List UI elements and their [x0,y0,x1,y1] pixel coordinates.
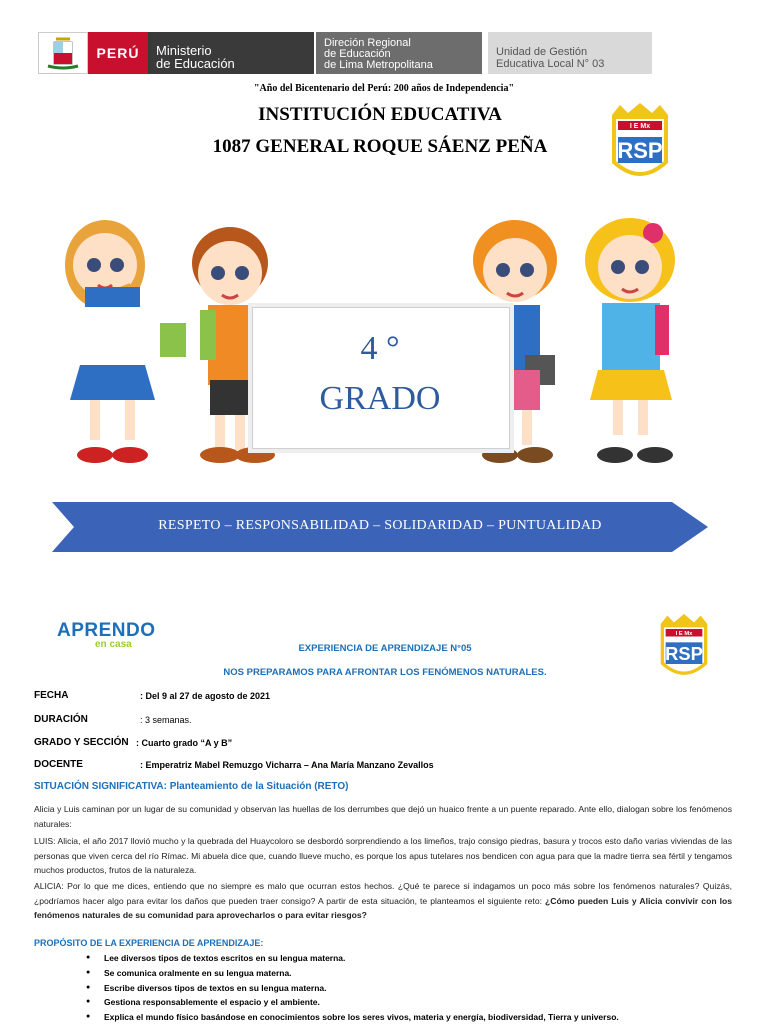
purpose-list [86,951,619,1025]
list-item: ● Escribe diversos tipos de textos en su lengua materna. [86,981,619,996]
grade-sign-board [252,307,510,449]
svg-text:RSP: RSP [665,642,703,664]
list-item: ● Explica el mundo físico basándose en conocimientos sobre los seres vivos, materia y energía, biodiversidad, Tierra y universo. [86,1010,619,1025]
experience-number: EXPERIENCIA DE APRENDIZAJE N°05 [298,643,472,654]
list-item: ● Gestiona responsablemente el espacio y el ambiente. [86,995,619,1010]
challenge-question: ¿Cómo pueden Luis y Alicia convivir con los fenómenos naturales de su comunidad para aprovecharlos o para evitar riesgos? [34,895,733,920]
fecha-value: : Del 9 al 27 de agosto de 2021 [140,691,271,701]
docente-value: : Emperatriz Mabel Remuzgo Vicharra – Ana María Manzano Zevallos [140,760,434,770]
grade-word: GRADO [319,380,441,417]
list-item: ● Lee diversos tipos de textos escritos en su lengua materna. [86,951,619,966]
rsp-shield-icon [608,103,672,187]
grade-number: 4 ° [360,330,400,367]
peru-label: PERÚ [88,32,148,74]
school-logo [608,103,672,192]
girl-left-figure [65,220,186,463]
grado-label: GRADO Y SECCIÓN [34,737,129,748]
docente-label: DOCENTE [34,759,83,770]
school-title-line1: INSTITUCIÓN EDUCATIVA [258,104,502,125]
situation-paragraph-3: ALICIA: Por lo que me dices, entiendo que no siempre es malo que ocurran estos hechos. ¿Qué te parece si indagamos un poco más sobre los fenómenos naturales? Quizás, ¿podríamos hacer algo para evitar los daños que pueden traer consigo? A partir de esta situación, te planteamos el siguiente reto: ¿Cómo pueden Luis y Alicia convivir con los fenómenos naturales de su comunidad para aprovecharlos o para evitar riesgos? [34,881,733,920]
experience-title: NOS PREPARAMOS PARA AFRONTAR LOS FENÓMENOS NATURALES. [223,667,547,678]
situation-paragraph-2: LUIS: Alicia, el año 2017 llovió mucho y la quebrada del Huaycoloro se desbordó sorprendiendo a los limeños, trajo consigo piedras, basura y trocos esto daño varias viviendas de las personas que viven cerca del río Rímac. Mi abuela dice que, cuando llueve mucho, es porque los apus tutelares nos bendicen con agua para que la madre tierra sea fértil y tengamos muchos productos, frutos de la naturaleza. [34,836,732,875]
values-banner-text: RESPETO – RESPONSABILIDAD – SOLIDARIDAD – PUNTUALIDAD [158,518,602,533]
ministry-label: Ministerio de Educación [148,32,314,74]
rsp-shield-small-icon [657,614,711,684]
duracion-value: : 3 semanas. [140,715,192,725]
situation-title: SITUACIÓN SIGNIFICATIVA: Planteamiento de la Situación (RETO) [34,781,349,792]
svg-text:I E Mx: I E Mx [675,630,693,637]
girl-right-figure [585,218,675,463]
svg-text:I E Mx: I E Mx [629,123,651,130]
school-title-line2: 1087 GENERAL ROQUE SÁENZ PEÑA [212,136,548,157]
purpose-title: PROPÓSITO DE LA EXPERIENCIA DE APRENDIZAJE: [34,938,264,948]
aprendo-en-casa-logo [57,620,156,650]
aprendo-subtitle: en casa [95,639,132,650]
peru-coat-of-arms-icon [38,32,88,74]
year-motto: "Año del Bicentenario del Perú: 200 años de Independencia" [254,83,514,94]
school-logo-small [657,614,711,689]
duracion-label: DURACIÓN [34,714,88,725]
aprendo-title: APRENDO [57,620,156,641]
situation-paragraph-1: Alicia y Luis caminan por un lugar de su comunidad y observan las huellas de los derrumbes que dejó un huaico frente a un puente reparado. Ante ello, dialogan sobre los fenómenos naturales: [34,804,732,829]
list-item: ● Se comunica oralmente en su lengua materna. [86,966,619,981]
ugel-label: Unidad de Gestión Educativa Local N° 03 [488,32,652,74]
government-header-banner [38,32,652,74]
grado-value: : Cuarto grado “A y B” [136,738,233,748]
fecha-label: FECHA [34,690,69,701]
regional-direction-label: Direción Regional de Educación de Lima Metropolitana [316,32,482,74]
svg-text:RSP: RSP [617,138,663,163]
